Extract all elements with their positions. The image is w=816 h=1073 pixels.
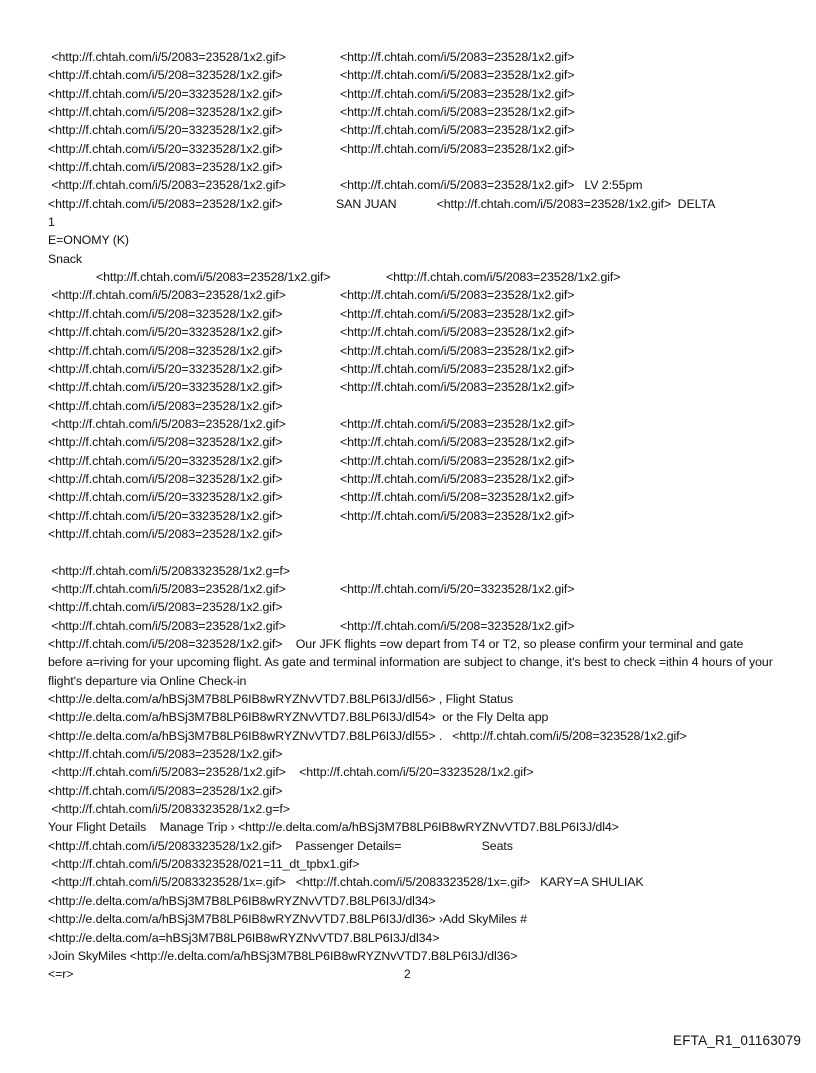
text-line — [48, 48, 778, 66]
line-left-text: <http://f.chtah.com/i/5/208=323528/1x2.gif> — [48, 343, 283, 358]
line-right-text: <http://f.chtah.com/i/5/2083=23528/1x2.gif> — [386, 270, 621, 285]
text-line — [48, 397, 778, 415]
line-left-text: <http://f.chtah.com/i/5/2083=23528/1x2.gif> — [48, 618, 286, 633]
flight-info-line: E=ONOMY (K) — [48, 233, 129, 248]
text-line — [48, 66, 778, 84]
text-line: ›Join SkyMiles <http://e.delta.com/a/hBSj3M7B8LP6IB8wRYZNvVTD7.B8LP6I3J/dl36> — [48, 948, 518, 963]
page-number: 2 — [404, 967, 411, 981]
text-line — [48, 176, 778, 194]
text-line — [48, 286, 778, 304]
text-line — [48, 121, 778, 139]
text-line: <http://e.delta.com/a/hBSj3M7B8LP6IB8wRYZNvVTD7.B8LP6I3J/dl36> ›Add SkyMiles # — [48, 912, 527, 927]
text-line: <http://e.delta.com/a/hBSj3M7B8LP6IB8wRYZNvVTD7.B8LP6I3J/dl56> , Flight Status — [48, 692, 514, 707]
line-left-text: <http://f.chtah.com/i/5/2083=23528/1x2.gif> — [48, 288, 286, 303]
text-line — [48, 617, 778, 635]
text-line — [48, 433, 778, 451]
line-right-text: <http://f.chtah.com/i/5/2083=23528/1x2.gif> — [340, 306, 575, 321]
text-line: <http://f.chtah.com/i/5/2083323528/1x2.gif> Passenger Details= Seats — [48, 838, 513, 853]
text-line: <http://f.chtah.com/i/5/2083323528/1x=.gif> <http://f.chtah.com/i/5/2083323528/1x=.gif> KARY=A SHULIAK — [48, 875, 644, 890]
line-left-text: <http://f.chtah.com/i/5/20=3323528/1x2.gif> — [48, 361, 283, 376]
line-left-text: <http://f.chtah.com/i/5/2083=23528/1x2.gif> — [96, 270, 331, 285]
line-right-text: <http://f.chtah.com/i/5/208=323528/1x2.gif> — [340, 618, 575, 633]
line-right-text: <http://f.chtah.com/i/5/2083=23528/1x2.gif> — [340, 141, 575, 156]
line-left-text: <http://f.chtah.com/i/5/2083=23528/1x2.gif> — [48, 581, 286, 596]
line-right-text: <http://f.chtah.com/i/5/2083=23528/1x2.gif> — [340, 105, 575, 120]
line-right-text: <http://f.chtah.com/i/5/2083=23528/1x2.gif> — [340, 508, 575, 523]
line-right-text: <http://f.chtah.com/i/5/2083=23528/1x2.gif> — [340, 288, 575, 303]
text-line — [48, 525, 778, 543]
line-left-text: <http://f.chtah.com/i/5/208=323528/1x2.gif> — [48, 471, 283, 486]
line-left-text: <http://f.chtah.com/i/5/20=3323528/1x2.gif> — [48, 380, 283, 395]
line-left-text: <http://f.chtah.com/i/5/2083=23528/1x2.gif> — [48, 178, 286, 193]
line-left-text: <http://f.chtah.com/i/5/2083=23528/1x2.gif> — [48, 398, 283, 413]
text-line — [48, 598, 778, 616]
flight-info-line: 1 — [48, 215, 55, 230]
text-line: <http://f.chtah.com/i/5/2083323528/1x2.g=f> — [48, 802, 290, 817]
text-line — [48, 415, 778, 433]
line-right-text: <http://f.chtah.com/i/5/2083=23528/1x2.gif> — [340, 453, 575, 468]
line-right-text: <http://f.chtah.com/i/5/2083=23528/1x2.gif> — [340, 68, 575, 83]
text-line — [48, 323, 778, 341]
line-left-text: <http://f.chtah.com/i/5/2083=23528/1x2.gif> — [48, 416, 286, 431]
line-left-text: <http://f.chtah.com/i/5/20=3323528/1x2.gif> — [48, 86, 283, 101]
text-line — [48, 452, 778, 470]
line-right-text: <http://f.chtah.com/i/5/2083=23528/1x2.gif> — [340, 380, 575, 395]
text-line — [48, 470, 778, 488]
line-right-text: <http://f.chtah.com/i/5/2083=23528/1x2.gif> — [340, 50, 575, 64]
text-line: <http://e.delta.com/a/hBSj3M7B8LP6IB8wRYZNvVTD7.B8LP6I3J/dl34> — [48, 893, 436, 908]
text-line — [48, 360, 778, 378]
text-line — [48, 103, 778, 121]
line-right-text: <http://f.chtah.com/i/5/2083=23528/1x2.gif> — [340, 343, 575, 358]
text-line — [48, 140, 778, 158]
line-left-text: <http://f.chtah.com/i/5/20=3323528/1x2.gif> — [48, 325, 283, 340]
text-line — [48, 507, 778, 525]
jfk-terminal-notice: <http://f.chtah.com/i/5/208=323528/1x2.gif> Our JFK flights =ow depart from T4 or T2, so please confirm your terminal and gate before a=riving for your upcoming flight. As gate and terminal information are subject to change, it's best to check =ithin 4 hours of your flight's departure via Online Check-in — [48, 637, 777, 688]
line-right-text: SAN JUAN <http://f.chtah.com/i/5/2083=23528/1x2.gif> DELTA — [336, 196, 716, 211]
line-left-text: <http://f.chtah.com/i/5/2083323528/1x2.g=f> — [48, 563, 290, 578]
line-left-text: <http://f.chtah.com/i/5/208=323528/1x2.gif> — [48, 435, 283, 450]
line-right-text: <http://f.chtah.com/i/5/2083=23528/1x2.gif> LV 2:55pm — [340, 178, 643, 193]
text-line — [48, 378, 778, 396]
text-line — [48, 305, 778, 323]
line-left-text: <http://f.chtah.com/i/5/2083=23528/1x2.gif> — [48, 160, 283, 175]
line-right-text: <http://f.chtah.com/i/5/2083=23528/1x2.gif> — [340, 435, 575, 450]
text-line — [48, 580, 778, 598]
text-line — [48, 268, 778, 286]
text-line: <http://f.chtah.com/i/5/2083323528/021=11_dt_tpbx1.gif> — [48, 857, 360, 872]
text-line — [48, 562, 778, 580]
line-right-text: <http://f.chtah.com/i/5/2083=23528/1x2.gif> — [340, 325, 575, 340]
text-line: <=r> — [48, 967, 74, 982]
line-left-text: <http://f.chtah.com/i/5/20=3323528/1x2.gif> — [48, 453, 283, 468]
document-id-footer: EFTA_R1_01163079 — [673, 1033, 802, 1048]
line-right-text: <http://f.chtah.com/i/5/2083=23528/1x2.gif> — [340, 416, 575, 431]
flight-info-line: Snack — [48, 251, 82, 266]
line-left-text: <http://f.chtah.com/i/5/2083=23528/1x2.gif> — [48, 600, 283, 615]
text-line — [48, 195, 778, 213]
line-left-text: <http://f.chtah.com/i/5/2083=23528/1x2.gif> — [48, 50, 286, 64]
line-left-text: <http://f.chtah.com/i/5/20=3323528/1x2.gif> — [48, 508, 283, 523]
text-line — [48, 488, 778, 506]
line-right-text: <http://f.chtah.com/i/5/20=3323528/1x2.gif> — [340, 581, 575, 596]
line-left-text: <http://f.chtah.com/i/5/2083=23528/1x2.gif> — [48, 526, 283, 541]
line-right-text: <http://f.chtah.com/i/5/2083=23528/1x2.gif> — [340, 123, 575, 138]
text-line — [48, 85, 778, 103]
line-right-text: <http://f.chtah.com/i/5/208=323528/1x2.gif> — [340, 490, 575, 505]
text-line: <http://e.delta.com/a=hBSj3M7B8LP6IB8wRYZNvVTD7.B8LP6I3J/dl34> — [48, 930, 440, 945]
text-line — [48, 342, 778, 360]
blank-line — [48, 543, 778, 561]
text-line: <http://f.chtah.com/i/5/2083=23528/1x2.gif> — [48, 747, 283, 762]
email-document-body — [48, 48, 778, 984]
text-line: <http://f.chtah.com/i/5/2083=23528/1x2.gif> — [48, 783, 283, 798]
text-line: <http://f.chtah.com/i/5/2083=23528/1x2.gif> <http://f.chtah.com/i/5/20=3323528/1x2.gif> — [48, 765, 534, 780]
line-left-text: <http://f.chtah.com/i/5/208=323528/1x2.gif> — [48, 68, 283, 83]
line-left-text: <http://f.chtah.com/i/5/20=3323528/1x2.gif> — [48, 123, 283, 138]
line-left-text: <http://f.chtah.com/i/5/208=323528/1x2.gif> — [48, 105, 283, 120]
line-left-text: <http://f.chtah.com/i/5/20=3323528/1x2.gif> — [48, 141, 283, 156]
line-right-text: <http://f.chtah.com/i/5/2083=23528/1x2.gif> — [340, 361, 575, 376]
line-right-text: <http://f.chtah.com/i/5/2083=23528/1x2.gif> — [340, 471, 575, 486]
text-line — [48, 158, 778, 176]
text-line: <http://e.delta.com/a/hBSj3M7B8LP6IB8wRYZNvVTD7.B8LP6I3J/dl54> or the Fly Delta app — [48, 710, 549, 725]
line-left-text: <http://f.chtah.com/i/5/2083=23528/1x2.gif> — [48, 196, 283, 211]
line-right-text: <http://f.chtah.com/i/5/2083=23528/1x2.gif> — [340, 86, 575, 101]
text-line: <http://e.delta.com/a/hBSj3M7B8LP6IB8wRYZNvVTD7.B8LP6I3J/dl55> . <http://f.chtah.com/i/5/208=323528/1x2.gif> — [48, 728, 687, 743]
line-left-text: <http://f.chtah.com/i/5/208=323528/1x2.gif> — [48, 306, 283, 321]
text-line: Your Flight Details Manage Trip › <http://e.delta.com/a/hBSj3M7B8LP6IB8wRYZNvVTD7.B8LP6I3J/dl4> — [48, 820, 619, 835]
line-left-text: <http://f.chtah.com/i/5/20=3323528/1x2.gif> — [48, 490, 283, 505]
